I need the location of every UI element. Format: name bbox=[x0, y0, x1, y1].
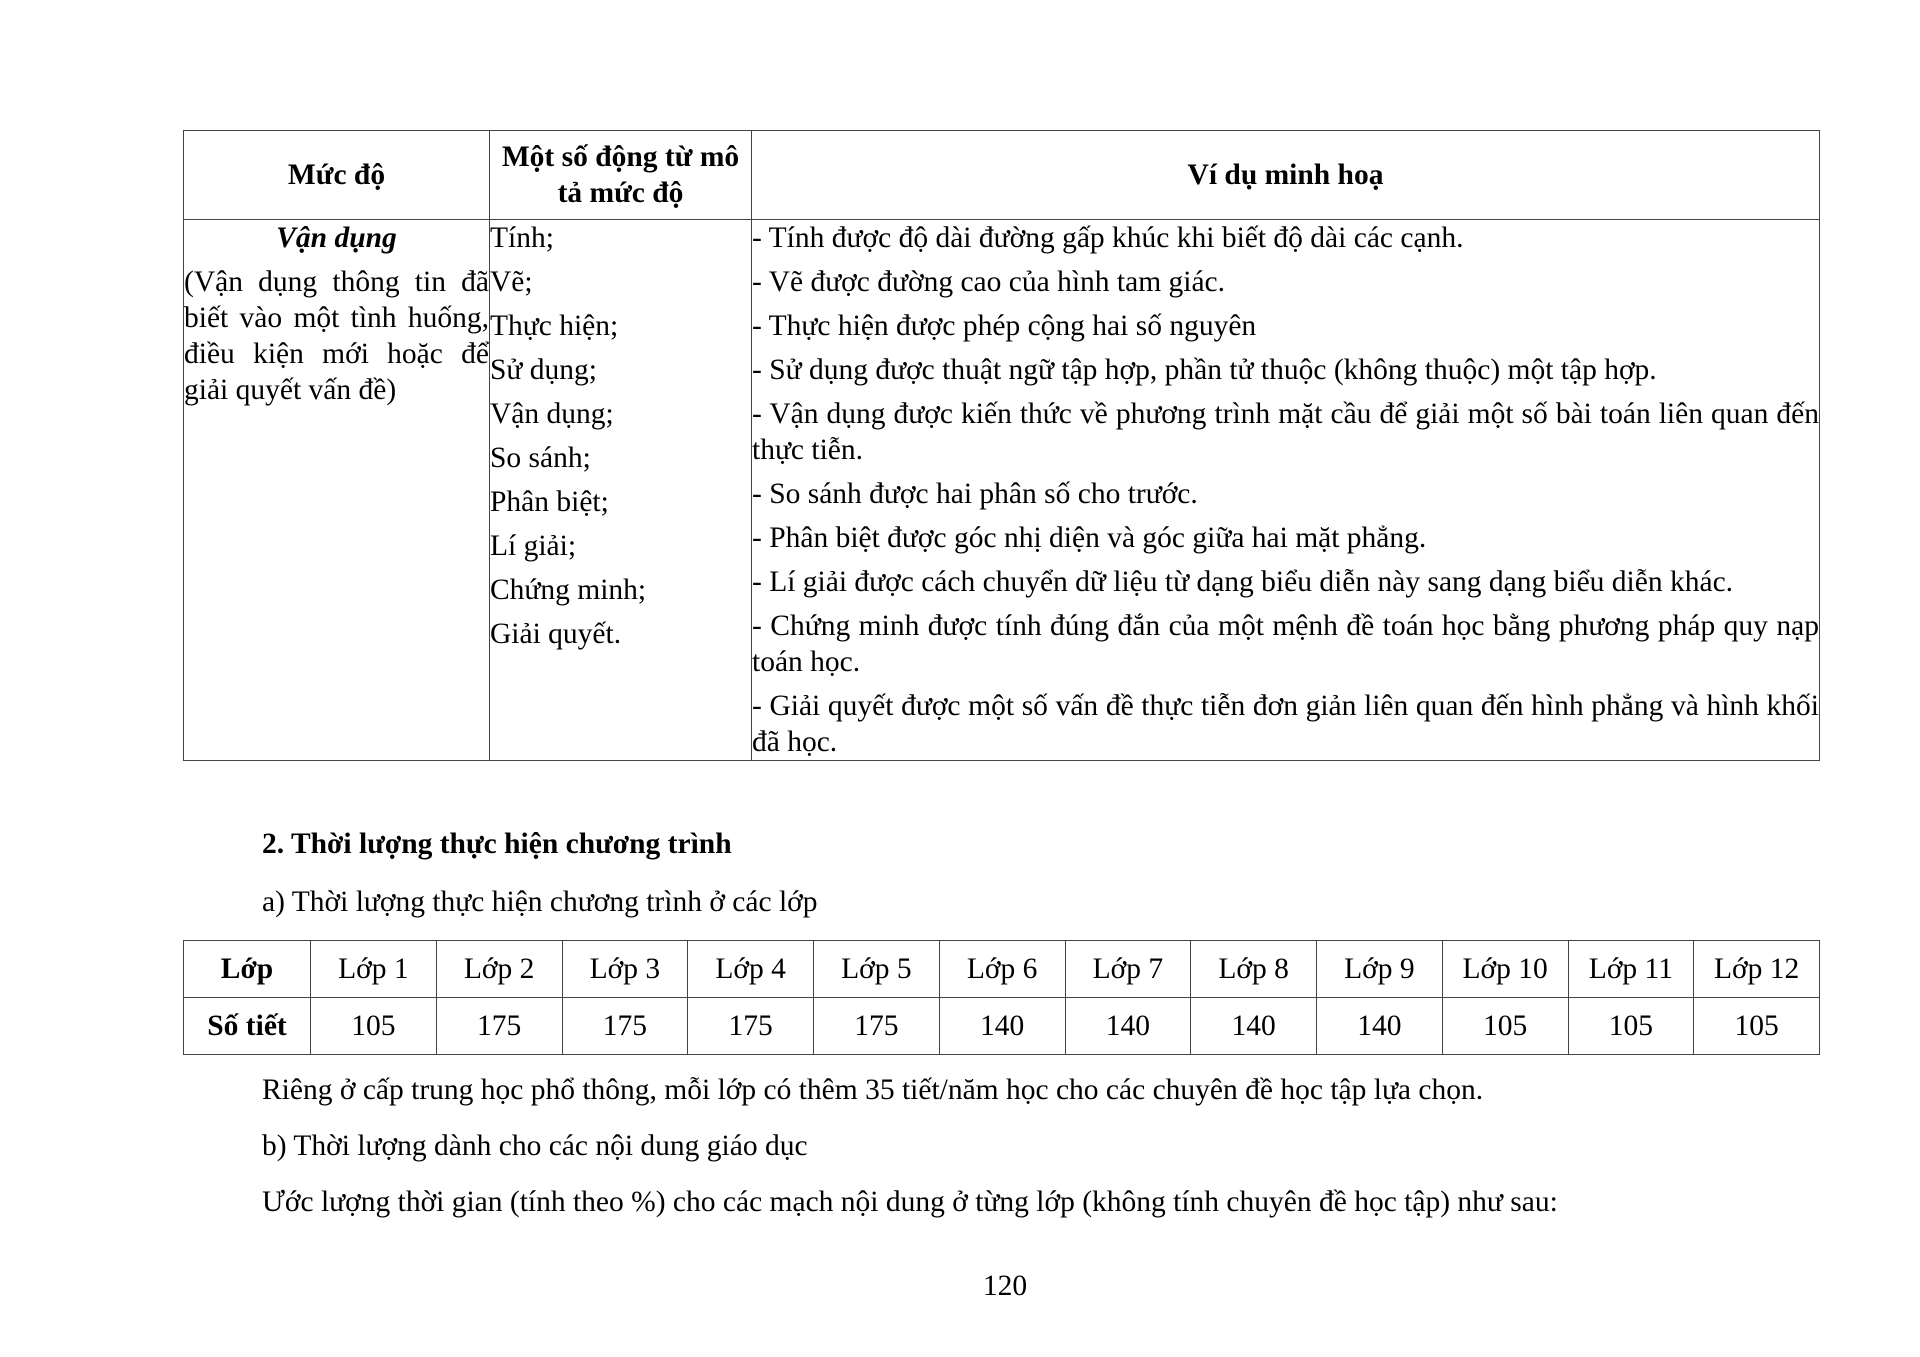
page-number: 120 bbox=[982, 1270, 1028, 1302]
verb-item: So sánh; bbox=[490, 442, 591, 474]
header-examples: Ví dụ minh hoạ bbox=[752, 131, 1820, 220]
level-description: (Vận dụng thông tin đã biết vào một tình huống, điều kiện mới hoặc để giải quyết vấn đề) bbox=[184, 266, 489, 406]
periods-row-label: Số tiết bbox=[184, 998, 311, 1055]
verb-item: Vận dụng; bbox=[490, 398, 614, 430]
grade-cell: Lớp 5 bbox=[814, 941, 940, 998]
verb-item: Thực hiện; bbox=[490, 310, 619, 342]
example-item: - Lí giải được cách chuyển dữ liệu từ dạng biểu diễn này sang dạng biểu diễn khác. bbox=[752, 566, 1734, 598]
grade-cell: Lớp 1 bbox=[311, 941, 437, 998]
table-header-row bbox=[184, 131, 1820, 220]
periods-cell: 175 bbox=[814, 998, 940, 1055]
verb-item: Tính; bbox=[490, 222, 554, 254]
note-text: Riêng ở cấp trung học phổ thông, mỗi lớp có thêm 35 tiết/năm học cho các chuyên đề học tập lựa chọn. bbox=[262, 1074, 1484, 1106]
verb-item: Lí giải; bbox=[490, 530, 577, 562]
verb-item: Phân biệt; bbox=[490, 486, 609, 518]
example-item: - So sánh được hai phân số cho trước. bbox=[752, 478, 1198, 510]
header-level: Mức độ bbox=[184, 131, 490, 220]
example-item: - Thực hiện được phép cộng hai số nguyên bbox=[752, 310, 1257, 342]
verb-item: Sử dụng; bbox=[490, 354, 597, 386]
example-item: - Chứng minh được tính đúng đắn của một mệnh đề toán học bằng phương pháp quy nạp toán học. bbox=[752, 610, 1819, 678]
periods-cell: 105 bbox=[1694, 998, 1820, 1055]
section-heading: 2. Thời lượng thực hiện chương trình bbox=[262, 828, 732, 860]
grade-cell: Lớp 11 bbox=[1568, 941, 1694, 998]
subsection-b: b) Thời lượng dành cho các nội dung giáo dục bbox=[262, 1130, 808, 1162]
periods-cell: 175 bbox=[562, 998, 688, 1055]
grade-cell: Lớp 4 bbox=[688, 941, 814, 998]
example-item: - Vẽ được đường cao của hình tam giác. bbox=[752, 266, 1226, 298]
example-item: - Sử dụng được thuật ngữ tập hợp, phần tử thuộc (không thuộc) một tập hợp. bbox=[752, 354, 1657, 386]
periods-cell: 105 bbox=[1442, 998, 1568, 1055]
level-cell bbox=[184, 220, 490, 761]
grade-cell: Lớp 3 bbox=[562, 941, 688, 998]
periods-cell: 175 bbox=[688, 998, 814, 1055]
periods-cell: 140 bbox=[1065, 998, 1191, 1055]
header-verbs: Một số động từ mô tả mức độ bbox=[490, 131, 752, 220]
periods-cell: 140 bbox=[1317, 998, 1443, 1055]
grade-cell: Lớp 10 bbox=[1442, 941, 1568, 998]
periods-cell: 140 bbox=[939, 998, 1065, 1055]
verb-item: Chứng minh; bbox=[490, 574, 647, 606]
table-row bbox=[184, 941, 1820, 998]
grade-cell: Lớp 6 bbox=[939, 941, 1065, 998]
periods-table bbox=[183, 940, 1820, 1055]
verbs-cell bbox=[490, 220, 752, 761]
periods-cell: 105 bbox=[311, 998, 437, 1055]
example-item: - Tính được độ dài đường gấp khúc khi biết độ dài các cạnh. bbox=[752, 222, 1464, 254]
estimate-text: Ước lượng thời gian (tính theo %) cho các mạch nội dung ở từng lớp (không tính chuyên đề học tập) như sau: bbox=[262, 1186, 1558, 1218]
grade-cell: Lớp 2 bbox=[436, 941, 562, 998]
periods-cell: 140 bbox=[1191, 998, 1317, 1055]
table-row bbox=[184, 220, 1820, 761]
table-row bbox=[184, 998, 1820, 1055]
grade-cell: Lớp 12 bbox=[1694, 941, 1820, 998]
subsection-a: a) Thời lượng thực hiện chương trình ở các lớp bbox=[262, 886, 818, 918]
grade-row-label: Lớp bbox=[184, 941, 311, 998]
example-item: - Vận dụng được kiến thức về phương trình mặt cầu để giải một số bài toán liên quan đến thực tiễn. bbox=[752, 398, 1819, 466]
grade-cell: Lớp 9 bbox=[1317, 941, 1443, 998]
cognitive-levels-table bbox=[183, 130, 1820, 761]
grade-cell: Lớp 8 bbox=[1191, 941, 1317, 998]
examples-cell bbox=[752, 220, 1820, 761]
periods-cell: 105 bbox=[1568, 998, 1694, 1055]
example-item: - Giải quyết được một số vấn đề thực tiễn đơn giản liên quan đến hình phẳng và hình khối đã học. bbox=[752, 690, 1819, 758]
verb-item: Vẽ; bbox=[490, 266, 533, 298]
grade-cell: Lớp 7 bbox=[1065, 941, 1191, 998]
example-item: - Phân biệt được góc nhị diện và góc giữa hai mặt phẳng. bbox=[752, 522, 1427, 554]
periods-cell: 175 bbox=[436, 998, 562, 1055]
level-title: Vận dụng bbox=[276, 222, 397, 254]
verb-item: Giải quyết. bbox=[490, 618, 622, 650]
